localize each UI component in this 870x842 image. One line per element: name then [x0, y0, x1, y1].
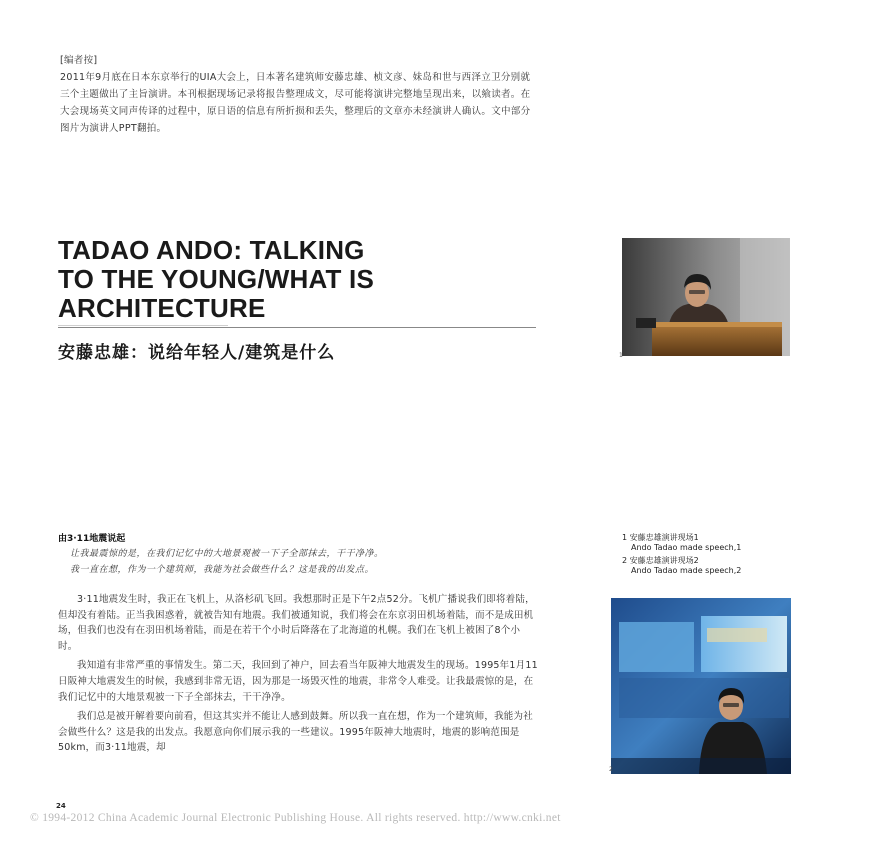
caption-chinese: 2 安藤忠雄演讲现场2 [622, 556, 699, 565]
editor-note [60, 52, 540, 137]
caption-english: Ando Tadao made speech,2 [631, 566, 742, 575]
speaker-photo-1 [622, 238, 790, 356]
section-heading: 由3·11地震说起 [58, 534, 126, 544]
title-divider [58, 327, 536, 328]
speaker-photo-2-image [611, 598, 791, 774]
pull-quote [70, 546, 540, 578]
photo-captions [622, 533, 832, 579]
copyright-footer: © 1994-2012 China Academic Journal Electronic Publishing House. All rights reserved. http://www.cnki.net [30, 812, 561, 824]
article-body [58, 592, 538, 760]
body-paragraph: 我们总是被开解着要向前看，但这其实并不能让人感到鼓舞。所以我一直在想，作为一个建筑师，我能为社会做些什么？这是我的出发点。我愿意向你们展示我的一些建议。1995年阪神大地震时，地震的影响范围是50km，而3·11地震，却 [58, 711, 533, 754]
page-number: 24 [56, 802, 66, 810]
quote-line: 我一直在想，作为一个建筑师，我能为社会做些什么？这是我的出发点。 [70, 565, 375, 575]
caption-item [622, 556, 832, 576]
title-line: TADAO ANDO: TALKING [58, 235, 365, 265]
caption-item [622, 533, 832, 553]
speaker-photo-2 [611, 598, 791, 774]
editor-note-text: 2011年9月底在日本东京举行的UIA大会上，日本著名建筑师安藤忠雄、桢文彦、妹岛和世与西泽立卫分别就三个主题做出了主旨演讲。本刊根据现场记录将报告整理成文，尽可能将演讲完整地呈现出来，以飨读者。在大会现场英文同声传译的过程中，原日语的信息有所折损和丢失，整理后的文章亦未经演讲人确认。文中部分图片为演讲人PPT翻拍。 [60, 72, 531, 134]
editor-note-label: [编者按] [60, 55, 98, 66]
speaker-photo-1-image [622, 238, 790, 356]
body-paragraph: 我知道有非常严重的事情发生。第二天，我回到了神户，回去看当年阪神大地震发生的现场。1995年1月11日阪神大地震发生的时候，我感到非常无语，因为那是一场毁灭性的地震，非常令人难受。让我最震惊的是，在我们记忆中的大地景观被一下子全部抹去，干干净净。 [58, 660, 538, 703]
article-title-chinese: 安藤忠雄：说给年轻人/建筑是什么 [58, 343, 336, 363]
photo-number: 2 [609, 766, 613, 773]
photo-number: 1 [619, 352, 623, 359]
body-paragraph: 3·11地震发生时，我正在飞机上，从洛杉矶飞回。我想那时正是下午2点52分。飞机广播说我们即将着陆，但却没有着陆。正当我困惑着，就被告知有地震。我们被通知说，我们将会在东京羽田机场着陆，而不是成田机场，但我们也没有在羽田机场着陆，而是在若干个小时后降落在了北海道的札幌。我们在飞机上被困了8个小时。 [58, 594, 535, 652]
quote-line: 让我最震惊的是，在我们记忆中的大地景观被一下子全部抹去，干干净净。 [70, 549, 384, 559]
caption-english: Ando Tadao made speech,1 [631, 543, 742, 552]
title-line: ARCHITECTURE [58, 293, 266, 323]
article-title-english [58, 236, 578, 323]
caption-chinese: 1 安藤忠雄演讲现场1 [622, 533, 699, 542]
title-line: TO THE YOUNG/WHAT IS [58, 264, 375, 294]
